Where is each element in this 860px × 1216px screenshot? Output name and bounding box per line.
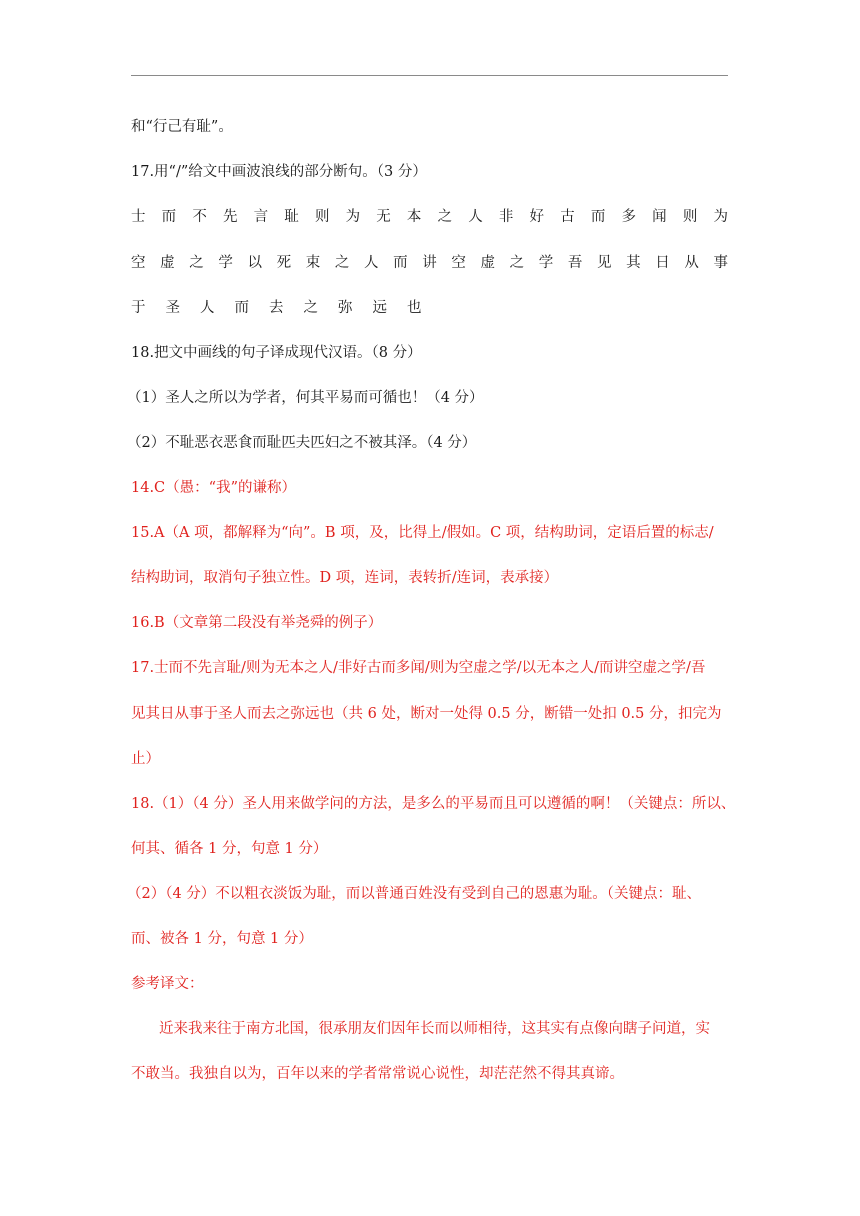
q17-char: 之 [303, 300, 318, 316]
q17-char: 不 [192, 209, 207, 225]
question-18: 18.把文中画线的句子译成现代汉语。（8 分） [131, 345, 422, 361]
q17-char: 学 [218, 255, 233, 271]
q17-char: 多 [621, 209, 636, 225]
answer-16: 16.B（文章第二段没有举尧舜的例子） [131, 615, 383, 631]
answer-18-2-line-1: （2）（4 分）不以粗衣淡饭为耻，而以普通百姓没有受到自己的恩惠为耻。（关键点：耻、 [127, 886, 702, 902]
q17-char: 从 [684, 255, 699, 271]
q17-char: 束 [305, 255, 321, 271]
q17-char: 空 [131, 255, 146, 271]
q17-char: 耻 [284, 209, 299, 225]
q17-char: 人 [468, 209, 483, 225]
header-rule [131, 75, 728, 76]
q17-char: 本 [406, 209, 422, 225]
q17-char: 而 [590, 209, 606, 225]
q17-char: 学 [538, 255, 554, 271]
q17-char: 以 [247, 255, 262, 271]
q17-char: 死 [276, 255, 292, 271]
q17-char: 闻 [652, 209, 667, 225]
q17-char: 于 [131, 300, 146, 316]
reference-translation-title: 参考译文： [131, 976, 204, 992]
q17-char: 则 [682, 209, 698, 225]
q17-char-row-2 [131, 253, 728, 273]
answer-17-line-1: 17.士而不先言耻/则为无本之人/非好古而多闻/则为空虚之学/以无本之人/而讲空虚之学/吾 [131, 660, 706, 676]
q17-char: 日 [655, 255, 670, 271]
q17-char: 之 [437, 209, 453, 225]
q17-char: 为 [713, 209, 728, 225]
q17-char: 圣 [165, 300, 180, 316]
q17-char: 好 [529, 209, 545, 225]
q17-char: 人 [364, 255, 379, 271]
q17-char: 其 [626, 255, 641, 271]
answer-18-1-line-1: 18.（1）（4 分）圣人用来做学问的方法，是多么的平易而且可以遵循的啊！（关键点：所以、 [131, 796, 736, 812]
q17-char: 非 [498, 209, 514, 225]
answer-17-line-3: 止） [131, 751, 160, 767]
q17-char: 空 [451, 255, 466, 271]
q17-char: 弥 [338, 300, 353, 316]
q17-char: 而 [393, 255, 408, 271]
q17-char: 而 [161, 209, 177, 225]
q17-char: 则 [314, 209, 330, 225]
q17-char: 为 [345, 209, 361, 225]
q17-char: 之 [189, 255, 204, 271]
answer-15-line-1: 15.A（A 项，都解释为“向”。B 项，及，比得上/假如。C 项，结构助词，定语后置的标志/ [131, 525, 714, 541]
reference-translation-line-2: 不敢当。我独自以为，百年以来的学者常常说心说性，却茫茫然不得其真谛。 [131, 1066, 624, 1082]
answer-15-line-2: 结构助词，取消句子独立性。D 项，连词，表转折/连词，表承接） [131, 570, 559, 586]
q17-char: 也 [407, 300, 422, 316]
q17-char: 去 [269, 300, 284, 316]
question-17: 17.用“/”给文中画波浪线的部分断句。（3 分） [131, 164, 427, 180]
question-18-1: （1）圣人之所以为学者，何其平易而可循也！（4 分） [127, 390, 484, 406]
reference-translation-line-1: 近来我来往于南方北国，很承朋友们因年长而以师相待，这其实有点像向瞎子问道，实 [159, 1021, 710, 1037]
answer-18-1-line-2: 何其、循各 1 分，句意 1 分） [131, 841, 328, 857]
q17-char: 之 [509, 255, 525, 271]
q17-char: 之 [334, 255, 350, 271]
answer-17-line-2: 见其日从事于圣人而去之弥远也（共 6 处，断对一处得 0.5 分，断错一处扣 0.5 分，扣完为 [131, 706, 722, 722]
q17-char: 言 [253, 209, 269, 225]
q17-char: 先 [222, 209, 238, 225]
q17-char: 虚 [160, 255, 175, 271]
answer-14: 14.C（愚：“我”的谦称） [131, 480, 296, 496]
q17-char: 士 [131, 209, 146, 225]
q17-char-row-1 [131, 207, 728, 227]
q17-char: 而 [234, 300, 249, 316]
q17-char: 人 [200, 300, 215, 316]
q17-char: 事 [713, 255, 728, 271]
q17-char: 见 [597, 255, 612, 271]
question-18-2: （2）不耻恶衣恶食而耻匹夫匹妇之不被其泽。（4 分） [127, 435, 477, 451]
q17-char-row-3 [131, 298, 751, 318]
q17-char: 远 [372, 300, 387, 316]
q17-char: 古 [560, 209, 575, 225]
q17-char: 虚 [480, 255, 495, 271]
answer-18-2-line-2: 而、被各 1 分，句意 1 分） [131, 931, 313, 947]
q17-char: 无 [376, 209, 391, 225]
q17-char: 讲 [422, 255, 437, 271]
q17-char: 吾 [567, 255, 583, 271]
text-line: 和“行己有耻”。 [131, 119, 233, 135]
